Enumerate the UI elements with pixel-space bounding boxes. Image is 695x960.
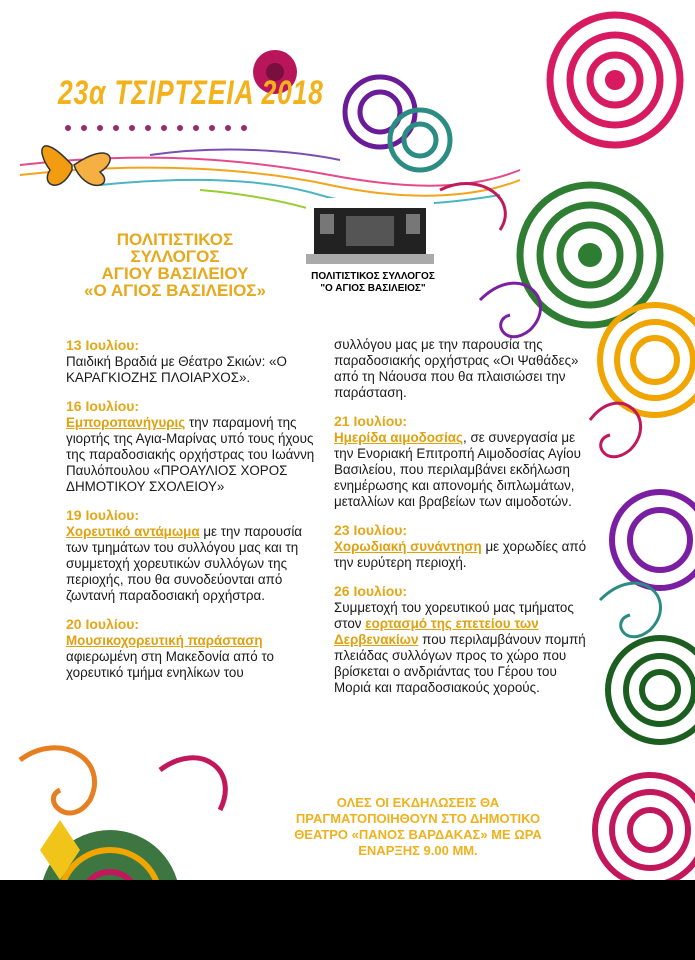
event-highlight: Ημερίδα αιμοδοσίας [334, 430, 463, 445]
event-date: 16 Ιουλίου: [66, 398, 140, 414]
butterfly-icon [42, 146, 110, 186]
event-item: 19 Ιουλίου: Χορευτικό αντάμωμα με την παρουσία των τμημάτων του συλλόγου μας και τη συμμετοχή χορευτικών συλλόγων της περιοχής, που θα συνοδεύονται από ζωντανή παραδοσιακή ορχήστρα. [66, 507, 318, 604]
event-date: 19 Ιουλίου: [66, 507, 140, 523]
event-item: 16 Ιουλίου: Εμποροπανήγυρις την παραμονή της γιορτής της Αγια-Μαρίνας υπό τους ήχους της παραδοσιακής ορχήστρας του Ιωάννη Παυλόπουλου «ΠΡΟΑΥΛΙΟΣ ΧΟΡΟΣ ΔΗΜΟΤΙΚΟΥ ΣΧΟΛΕΙΟΥ» [66, 398, 318, 495]
page-title: 23α ΤΣΙΡΤΣΕΙΑ 2018 [58, 74, 324, 112]
program-column-left [66, 337, 318, 693]
bottom-black-band [0, 880, 695, 960]
event-item: 21 Ιουλίου: Ημερίδα αιμοδοσίας, σε συνεργασία με την Ενοριακή Επιτροπή Αιμοδοσίας Αγίου Βασιλείου, που περιλαμβάνει εκδήλωση ενημέρωσης και απονομής διπλωμάτων, μεταλλίων και βραβείων των αιμοδοτών. [334, 413, 588, 510]
logo-building-image [306, 198, 434, 264]
event-continuation: συλλόγου μας με την παρουσία της παραδοσιακής ορχήστρας «Οι Ψαθάδες» από τη Νάουσα που θα πλαισιώσει την παράσταση. [334, 337, 579, 400]
event-date: 13 Ιουλίου: [66, 337, 140, 353]
logo-caption: ΠΟΛΙΤΙΣΤΙΚΟΣ ΣΥΛΛΟΓΟΣ "Ο ΑΓΙΟΣ ΒΑΣΙΛΕΙΟΣ" [311, 271, 435, 294]
footer-note: ΟΛΕΣ ΟΙ ΕΚΔΗΛΩΣΕΙΣ ΘΑ ΠΡΑΓΜΑΤΟΠΟΙΗΘΟΥΝ ΣΤΟ ΔΗΜΟΤΙΚΟ ΘΕΑΤΡΟ «ΠΑΝΟΣ ΒΑΡΔΑΚΑΣ» ΜΕ ΩΡΑ ΕΝΑΡΞΗΣ 9.00 ΜΜ. [294, 795, 542, 858]
event-item: 23 Ιουλίου: Χορωδιακή συνάντηση με χορωδίες από την ευρύτερη περιοχή. [334, 522, 587, 570]
organization-name: ΠΟΛΙΤΙΣΤΙΚΟΣ ΣΥΛΛΟΓΟΣ ΑΓΙΟΥ ΒΑΣΙΛΕΙΟΥ «Ο ΑΓΙΟΣ ΒΑΣΙΛΕΙΟΣ» [84, 230, 266, 300]
event-date: 21 Ιουλίου: [334, 413, 408, 429]
event-date: 26 Ιουλίου: [334, 583, 408, 599]
event-highlight: Χορωδιακή συνάντηση [334, 539, 482, 554]
program-column-right [334, 337, 588, 708]
event-highlight: Μουσικοχορευτική παράσταση [66, 633, 263, 648]
event-highlight: εορτασμό της επετείου των Δερβενακίων [334, 616, 539, 647]
event-date: 20 Ιουλίου: [66, 616, 140, 632]
event-item: 20 Ιουλίου: Μουσικοχορευτική παράσταση αφιερωμένη στη Μακεδονία από το χορευτικό τμήμα ενηλίκων του [66, 616, 318, 681]
event-highlight: Εμποροπανήγυρις [66, 415, 186, 430]
event-date: 23 Ιουλίου: [334, 522, 408, 538]
event-highlight: Χορευτικό αντάμωμα [66, 524, 200, 539]
dot-row [65, 125, 247, 131]
event-item: 26 Ιουλίου: Συμμετοχή του χορευτικού μας τμήματος στον εορτασμό της επετείου των Δερβενακίων που περιλαμβάνουν πομπή πλειάδας συλλόγων προς το χώρο που βρίσκεται ο ανδριάντας του Γέρου του Μοριά και παραδοσιακούς χορούς. [334, 583, 588, 696]
event-item: 13 Ιουλίου: Παιδική Βραδιά με Θέατρο Σκιών: «Ο ΚΑΡΑΓΚΙΟΖΗΣ ΠΛΟΙΑΡΧΟΣ». [66, 337, 318, 386]
